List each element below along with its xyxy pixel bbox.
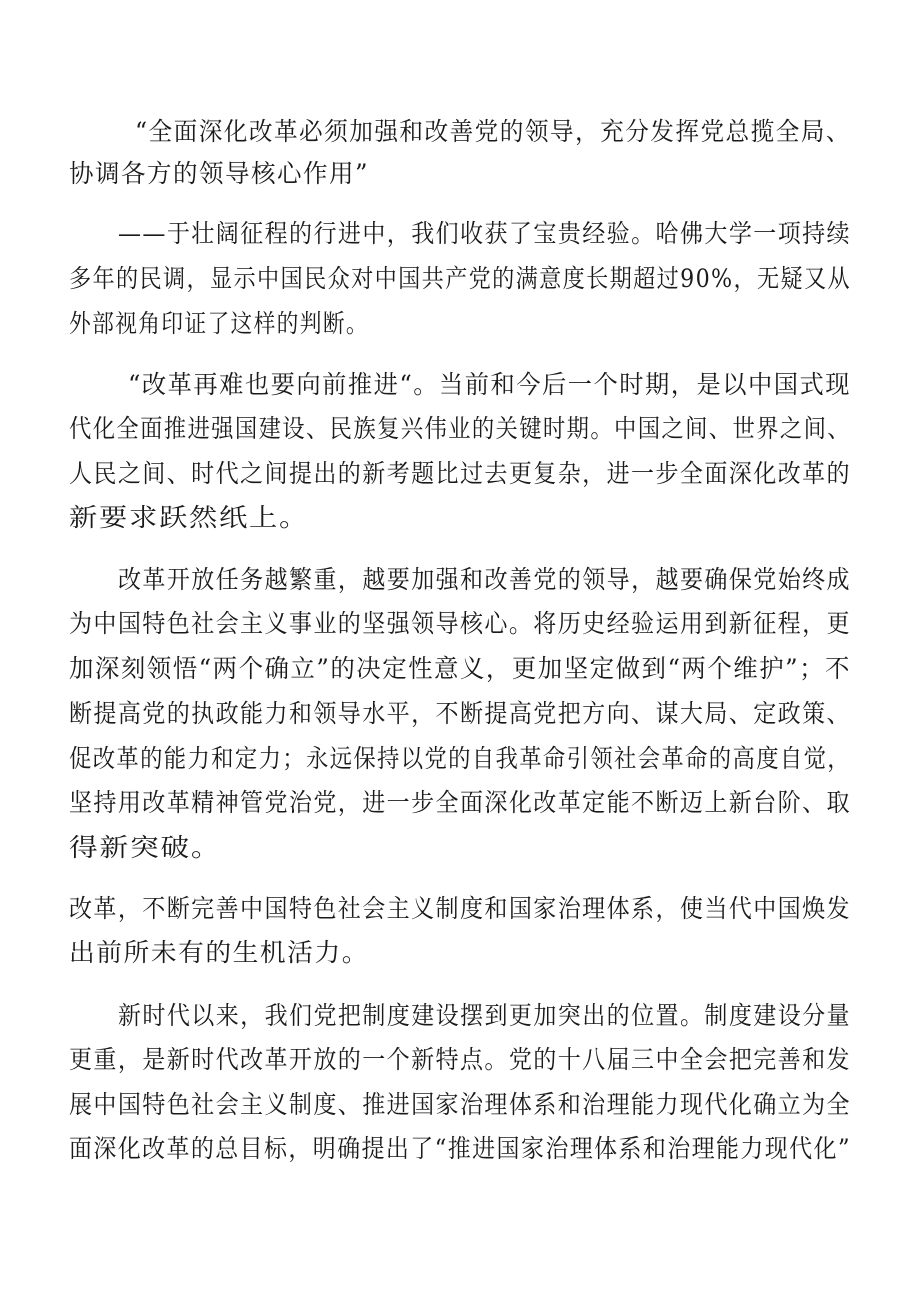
paragraph-6-line-1: 新时代以来，我们党把制度建设摆到更加突出的位置。制度建设分量 — [118, 1001, 851, 1030]
paragraph-4-line-3: 加深刻领悟“两个确立”的决定性意义，更加坚定做到“两个维护”；不 — [69, 654, 851, 683]
paragraph-6-line-4: 面深化改革的总目标，明确提出了“推进国家治理体系和治理能力现代化” — [69, 1134, 851, 1163]
paragraph-4-line-1: 改革开放任务越繁重，越要加强和改善党的领导，越要确保党始终成 — [118, 565, 851, 594]
paragraph-5-line-2: 出前所未有的生机活力。 — [69, 938, 369, 967]
paragraph-3-line-2: 代化全面推进强国建设、民族复兴伟业的关键时期。中国之间、世界之间、 — [69, 414, 851, 443]
paragraph-4-line-7: 得新突破。 — [69, 833, 222, 862]
paragraph-3-line-4: 新要求跃然纸上。 — [69, 503, 309, 532]
paragraph-6-line-2: 更重，是新时代改革开放的一个新特点。党的十八届三中全会把完善和发 — [69, 1045, 851, 1074]
paragraph-6-line-3: 展中国特色社会主义制度、推进国家治理体系和治理能力现代化确立为全 — [69, 1090, 851, 1119]
paragraph-3-line-3: 人民之间、时代之间提出的新考题比过去更复杂，进一步全面深化改革的 — [69, 459, 851, 488]
paragraph-2-line-2: 多年的民调，显示中国民众对中国共产党的满意度长期超过90%，无疑又从 — [69, 264, 851, 293]
paragraph-2-line-1: ——于壮阔征程的行进中，我们收获了宝贵经验。哈佛大学一项持续 — [118, 219, 851, 248]
paragraph-4-line-4: 断提高党的执政能力和领导水平，不断提高党把方向、谋大局、定政策、 — [69, 699, 851, 728]
paragraph-4-line-2: 为中国特色社会主义事业的坚强领导核心。将历史经验运用到新征程，更 — [69, 609, 851, 638]
paragraph-2-line-3: 外部视角印证了这样的判断。 — [69, 309, 369, 338]
paragraph-3-line-1: “改革再难也要向前推进“。当前和今后一个时期，是以中国式现 — [128, 370, 851, 399]
paragraph-4-line-6: 坚持用改革精神管党治党，进一步全面深化改革定能不断迈上新台阶、取 — [69, 788, 851, 817]
paragraph-4-line-5: 促改革的能力和定力；永远保持以党的自我革命引领社会革命的高度自觉， — [69, 744, 851, 773]
paragraph-1-line-1: “全面深化改革必须加强和改善党的领导，充分发挥党总揽全局、 — [135, 117, 851, 146]
paragraph-5-line-1: 改革，不断完善中国特色社会主义制度和国家治理体系，使当代中国焕发 — [69, 894, 851, 923]
paragraph-1-line-2: 协调各方的领导核心作用” — [69, 159, 369, 188]
